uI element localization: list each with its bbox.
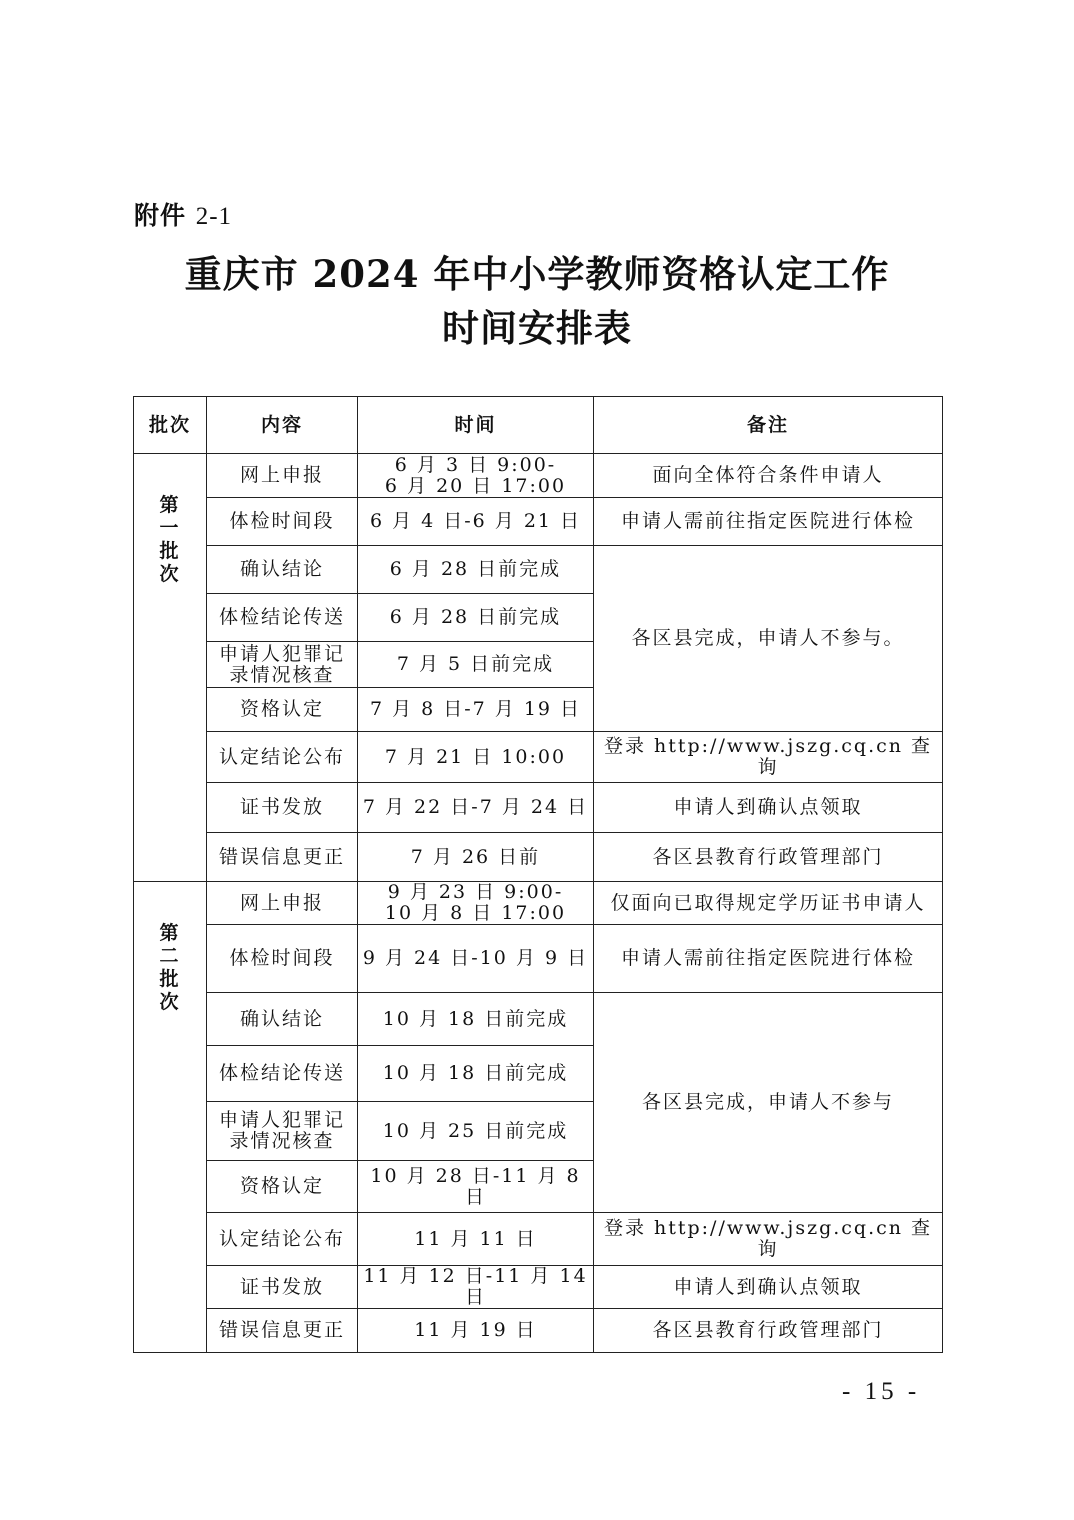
content-cell: 确认结论	[207, 993, 358, 1046]
content-cell: 体检时间段	[207, 925, 358, 993]
content-cell: 资格认定	[207, 688, 358, 732]
batch2-cell	[134, 882, 207, 1353]
time-cell: 7 月 5 日前完成	[358, 642, 594, 688]
table-header-row	[134, 397, 943, 454]
time-cell: 7 月 8 日-7 月 19 日	[358, 688, 594, 732]
batch1-label: 第 一 批 次	[159, 494, 181, 585]
content-cell: 网上申报	[207, 882, 358, 925]
table-row	[134, 1266, 943, 1309]
content-cell: 体检结论传送	[207, 594, 358, 642]
attachment-label	[134, 196, 232, 232]
note-cell-merged: 各区县完成，申请人不参与。	[594, 546, 943, 732]
note-cell: 申请人需前往指定医院进行体检	[594, 498, 943, 546]
time-cell: 10 月 28 日-11 月 8 日	[358, 1161, 594, 1213]
table-row	[134, 783, 943, 833]
time-cell: 7 月 22 日-7 月 24 日	[358, 783, 594, 833]
time-cell: 11 月 19 日	[358, 1309, 594, 1353]
time-cell: 9 月 23 日 9:00- 10 月 8 日 17:00	[358, 882, 594, 925]
time-cell: 11 月 11 日	[358, 1213, 594, 1266]
note-cell: 各区县教育行政管理部门	[594, 1309, 943, 1353]
header-time: 时间	[358, 397, 594, 454]
time-cell: 6 月 3 日 9:00- 6 月 20 日 17:00	[358, 454, 594, 498]
content-cell: 错误信息更正	[207, 833, 358, 882]
note-cell: 申请人需前往指定医院进行体检	[594, 925, 943, 993]
note-cell: 面向全体符合条件申请人	[594, 454, 943, 498]
note-cell-merged: 各区县完成，申请人不参与	[594, 993, 943, 1213]
time-cell: 7 月 21 日 10:00	[358, 732, 594, 783]
content-cell: 网上申报	[207, 454, 358, 498]
content-cell: 证书发放	[207, 783, 358, 833]
table-row	[134, 498, 943, 546]
header-note: 备注	[594, 397, 943, 454]
note-cell: 仅面向已取得规定学历证书申请人	[594, 882, 943, 925]
document-title-line2: 时间安排表	[442, 306, 632, 350]
time-cell: 6 月 28 日前完成	[358, 546, 594, 594]
note-cell: 登录 http://www.jszg.cq.cn 查询	[594, 732, 943, 783]
document-title-line1: 重庆市 2024 年中小学教师资格认定工作	[184, 252, 890, 296]
table-row	[134, 882, 943, 925]
attachment-number: 2-1	[195, 203, 233, 230]
table-row	[134, 925, 943, 993]
header-batch: 批次	[134, 397, 207, 454]
time-cell: 10 月 18 日前完成	[358, 1046, 594, 1102]
note-cell: 申请人到确认点领取	[594, 1266, 943, 1309]
batch1-cell	[134, 454, 207, 882]
content-cell: 确认结论	[207, 546, 358, 594]
time-cell: 11 月 12 日-11 月 14 日	[358, 1266, 594, 1309]
content-cell: 认定结论公布	[207, 732, 358, 783]
batch2-label: 第 二 批 次	[159, 922, 181, 1013]
content-cell: 申请人犯罪记 录情况核查	[207, 1102, 358, 1161]
note-cell: 登录 http://www.jszg.cq.cn 查询	[594, 1213, 943, 1266]
time-cell: 9 月 24 日-10 月 9 日	[358, 925, 594, 993]
page-number: - 15 -	[842, 1378, 921, 1405]
time-cell: 10 月 18 日前完成	[358, 993, 594, 1046]
table-row	[134, 833, 943, 882]
table-row	[134, 1213, 943, 1266]
time-cell: 6 月 28 日前完成	[358, 594, 594, 642]
content-cell: 资格认定	[207, 1161, 358, 1213]
content-cell: 错误信息更正	[207, 1309, 358, 1353]
content-cell: 认定结论公布	[207, 1213, 358, 1266]
table-row	[134, 1309, 943, 1353]
table-row	[134, 993, 943, 1046]
schedule-table	[133, 396, 943, 1353]
header-content: 内容	[207, 397, 358, 454]
note-cell: 申请人到确认点领取	[594, 783, 943, 833]
time-cell: 6 月 4 日-6 月 21 日	[358, 498, 594, 546]
table-row	[134, 454, 943, 498]
time-cell: 7 月 26 日前	[358, 833, 594, 882]
content-cell: 申请人犯罪记 录情况核查	[207, 642, 358, 688]
table-row	[134, 732, 943, 783]
content-cell: 证书发放	[207, 1266, 358, 1309]
content-cell: 体检结论传送	[207, 1046, 358, 1102]
note-cell: 各区县教育行政管理部门	[594, 833, 943, 882]
attachment-word: 附件	[134, 201, 187, 230]
time-cell: 10 月 25 日前完成	[358, 1102, 594, 1161]
table-row	[134, 546, 943, 594]
content-cell: 体检时间段	[207, 498, 358, 546]
